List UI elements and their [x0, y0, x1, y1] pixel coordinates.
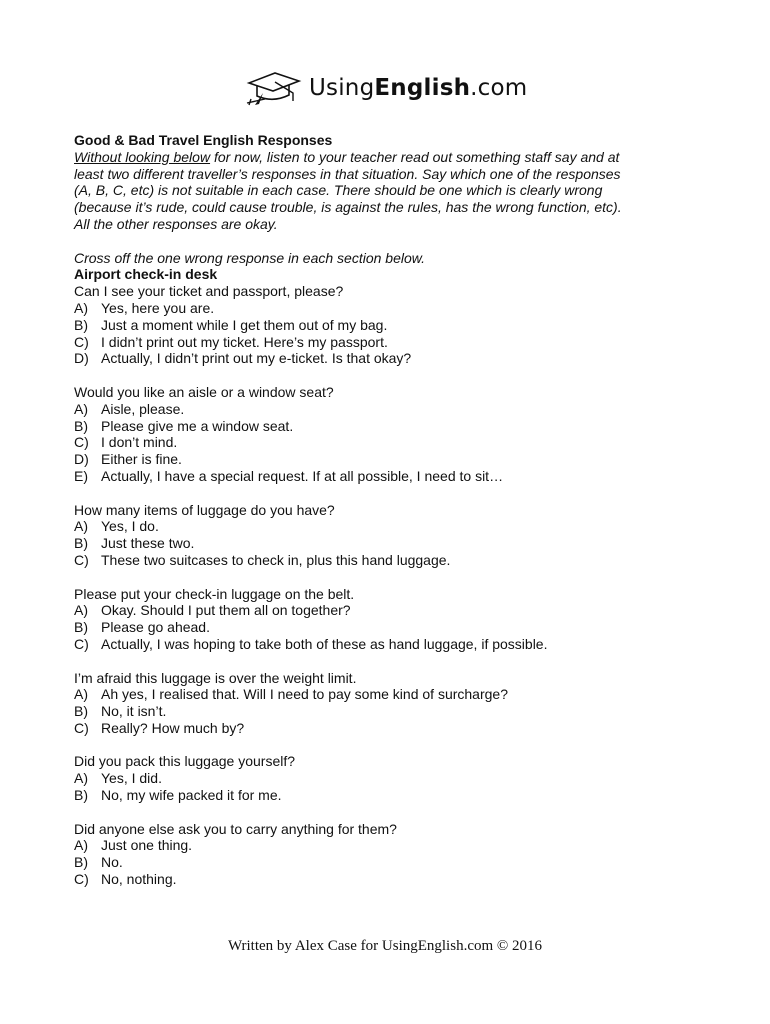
instructions-line-2: least two different traveller’s responses in that situation. Say which one of the responses — [74, 165, 621, 182]
response-option — [74, 837, 694, 854]
question-prompt: Would you like an aisle or a window seat? — [74, 383, 334, 400]
option-text: No, nothing. — [101, 871, 177, 888]
option-text: Yes, I did. — [101, 770, 162, 787]
option-letter: B) — [74, 316, 88, 333]
response-option — [74, 334, 694, 351]
option-text: Just one thing. — [101, 837, 193, 854]
question-prompt: How many items of luggage do you have? — [74, 501, 335, 518]
question-prompt: Did you pack this luggage yourself? — [74, 753, 296, 770]
option-text: I didn’t print out my ticket. Here’s my passport. — [101, 333, 388, 350]
worksheet-heading: Good & Bad Travel English Responses — [74, 132, 333, 148]
footer-credit: Written by Alex Case for UsingEnglish.com © 2016 — [227, 938, 543, 954]
response-option — [74, 770, 694, 787]
option-letter: A) — [74, 686, 88, 703]
option-letter: B) — [74, 535, 88, 552]
spacer — [74, 737, 694, 754]
response-option — [74, 317, 694, 334]
spacer — [74, 367, 694, 384]
response-option — [74, 720, 694, 737]
option-letter: C) — [74, 551, 89, 568]
option-text: No, my wife packed it for me. — [101, 787, 282, 804]
option-letter: C) — [74, 434, 89, 451]
option-letter: A) — [74, 400, 88, 417]
option-text: Okay. Should I put them all on together? — [101, 602, 351, 619]
response-option — [74, 418, 694, 435]
option-letter: A) — [74, 602, 88, 619]
response-option — [74, 602, 694, 619]
option-letter: C) — [74, 635, 89, 652]
option-text: Either is fine. — [101, 451, 182, 468]
option-letter: C) — [74, 871, 89, 888]
option-text: Please give me a window seat. — [101, 417, 294, 434]
response-option — [74, 350, 694, 367]
option-text: I don’t mind. — [101, 434, 178, 451]
question-prompt: Please put your check-in luggage on the belt. — [74, 585, 355, 602]
spacer — [74, 233, 694, 250]
section-title: Airport check-in desk — [74, 266, 218, 283]
spacer — [74, 653, 694, 670]
response-option — [74, 434, 694, 451]
option-letter: B) — [74, 787, 88, 804]
spacer — [74, 485, 694, 502]
spacer — [74, 569, 694, 586]
question-prompt: Did anyone else ask you to carry anything for them? — [74, 820, 397, 837]
instructions-line-1 — [74, 149, 694, 166]
response-option — [74, 871, 694, 888]
question-list — [74, 283, 694, 888]
option-letter: E) — [74, 467, 88, 484]
option-letter: A) — [74, 518, 88, 535]
response-option — [74, 552, 694, 569]
question-prompt: I’m afraid this luggage is over the weight limit. — [74, 669, 357, 686]
option-letter: B) — [74, 703, 88, 720]
option-text: These two suitcases to check in, plus this hand luggage. — [101, 551, 451, 568]
option-text: Really? How much by? — [101, 719, 245, 736]
option-text: Ah yes, I realised that. Will I need to pay some kind of surcharge? — [101, 686, 508, 703]
option-letter: B) — [74, 619, 88, 636]
option-text: Actually, I have a special request. If at all possible, I need to sit… — [101, 467, 504, 484]
spacer — [74, 804, 694, 821]
question-prompt: Can I see your ticket and passport, please? — [74, 283, 344, 300]
response-option — [74, 535, 694, 552]
instructions-line-3: (A, B, C, etc) is not suitable in each case. There should be one which is clearly wrong — [74, 182, 603, 199]
instructions-line-5: All the other responses are okay. — [74, 215, 278, 232]
option-text: Actually, I didn’t print out my e-ticket. Is that okay? — [101, 350, 412, 367]
response-option — [74, 636, 694, 653]
option-text: Just a moment while I get them out of my bag. — [101, 316, 388, 333]
response-option — [74, 518, 694, 535]
option-text: Just these two. — [101, 535, 195, 552]
option-letter: B) — [74, 854, 88, 871]
option-letter: D) — [74, 451, 89, 468]
response-option — [74, 468, 694, 485]
option-letter: C) — [74, 719, 89, 736]
response-option — [74, 451, 694, 468]
response-option — [74, 703, 694, 720]
instructions-line-4: (because it’s rude, could cause trouble, is against the rules, has the wrong function, etc). — [74, 199, 622, 216]
response-option — [74, 619, 694, 636]
option-letter: A) — [74, 770, 88, 787]
response-option — [74, 854, 694, 871]
response-option — [74, 686, 694, 703]
option-text: Yes, here you are. — [101, 299, 215, 316]
instructions-line-1-rest: for now, listen to your teacher read out something staff say and at — [210, 148, 620, 165]
option-text: Actually, I was hoping to take both of these as hand luggage, if possible. — [101, 635, 548, 652]
option-letter: D) — [74, 350, 89, 367]
task-instruction: Cross off the one wrong response in each section below. — [74, 249, 425, 266]
option-letter: A) — [74, 837, 88, 854]
option-text: No. — [101, 854, 123, 871]
response-option — [74, 401, 694, 418]
option-letter: C) — [74, 333, 89, 350]
option-letter: A) — [74, 299, 88, 316]
worksheet-body — [74, 132, 694, 888]
response-option — [74, 300, 694, 317]
option-text: Yes, I do. — [101, 518, 159, 535]
option-letter: B) — [74, 417, 88, 434]
instructions-underlined-phrase: Without looking below — [74, 148, 211, 165]
logo-wordmark: UsingEnglish.com — [309, 75, 528, 101]
mortarboard-pen-icon — [245, 69, 303, 107]
usingenglish-logo — [245, 68, 527, 108]
option-text: Aisle, please. — [101, 400, 185, 417]
response-option — [74, 787, 694, 804]
option-text: Please go ahead. — [101, 619, 210, 636]
option-text: No, it isn’t. — [101, 703, 167, 720]
